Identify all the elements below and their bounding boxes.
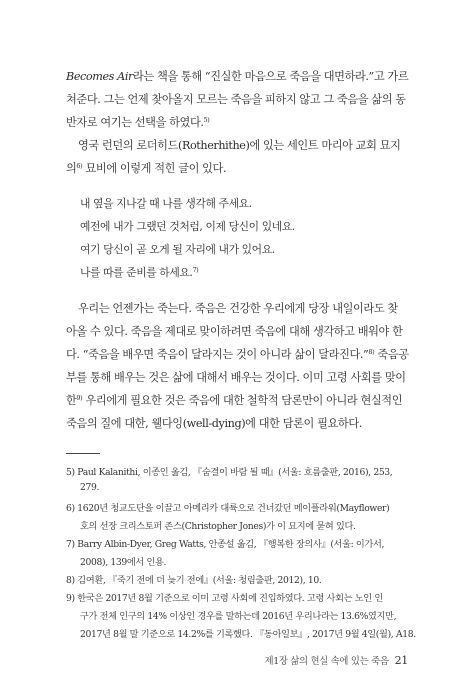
footnote-9-cont: 구가 전체 인구의 14% 이상인 경우를 말하는데 2016년 우리나라는 13.6%였지만, [80, 611, 397, 622]
footnote-5: 5) Paul Kalanithi, 이종인 옮김, 『숨결이 바람 될 때』(서울: 흐름출판, 2016), 253, [66, 467, 393, 478]
body-text: 죽음공 [374, 348, 409, 361]
footnote-9: 9) 한국은 2017년 8월 기준으로 이미 고령 사회에 진입하였다. 고령 사회는 노인 인 [66, 593, 383, 604]
footnote-9-cont: 2017년 8월 말 기준으로 14.2%를 기록했다. 『동아일보』, 2017년 9월 4일(월), A18. [80, 629, 416, 640]
body-line [66, 346, 414, 362]
body-line: 영국 런던의 로더히드(Rotherhithe)에 있는 세인트 마리아 교회 묘지 [78, 139, 401, 152]
body-line: 죽음의 질에 대한, 웰다잉(well-dying)에 대한 담론이 필요하다. [66, 417, 362, 430]
body-text: 의 [66, 162, 77, 175]
body-line: 부를 통해 배우는 것은 삶에 대해서 배우는 것이다. 이미 고령 사회를 맞이 [66, 371, 406, 384]
epitaph-text: 나를 따를 준비를 하세요. [80, 266, 193, 279]
body-line [66, 68, 414, 84]
body-text: 한 [66, 394, 77, 407]
body-line [66, 392, 414, 408]
footnote-ref: 9) [76, 394, 83, 402]
epitaph-line [80, 265, 198, 280]
footnote-divider [66, 453, 100, 454]
footnote-ref: 8) [368, 348, 375, 356]
epitaph-line: 내 옆을 지나갈 때 나를 생각해 주세요. [80, 197, 252, 210]
footnote-6-cont: 호의 선장 크리스토퍼 존스(Christopher Jones)가 이 묘지에 묻혀 있다. [80, 521, 356, 532]
footnote-5-cont: 279. [80, 482, 100, 493]
epitaph-line: 여기 당신이 곧 오게 될 자리에 내가 있어요. [80, 243, 275, 256]
running-footer [264, 653, 408, 667]
body-line: 쳐준다. 그는 언제 찾아올지 모르는 죽음을 피하지 않고 그 죽음을 삶의 동 [66, 93, 406, 106]
footnote-6: 6) 1620년 청교도단을 이끌고 아메리카 대륙으로 건너갔던 메이플라워(Mayflower) [66, 503, 390, 514]
body-text: 반자로 여기는 선택을 하였다. [66, 116, 204, 129]
footnote-ref: 6) [76, 162, 83, 170]
epitaph-line: 예전에 내가 그랬던 것처럼, 이제 당신이 있네요. [80, 220, 295, 233]
body-text: 묘비에 이렇게 적힌 글이 있다. [82, 162, 227, 175]
book-title-italic: Becomes Air [66, 70, 133, 83]
footnote-ref: 7) [192, 266, 199, 274]
body-line: 우리는 언젠가는 죽는다. 죽음은 건강한 우리에게 당장 내일이라도 찾 [78, 302, 398, 315]
body-text: 다. “죽음을 배우면 죽음이 달라지는 것이 아니라 삶이 달라진다.” [66, 348, 369, 361]
body-text: 라는 책을 통해 “진실한 마음으로 죽음을 대면하라.”고 가르 [132, 70, 409, 83]
body-line [66, 160, 414, 176]
footnote-ref: 5) [203, 116, 210, 124]
footnote-7: 7) Barry Albin-Dyer, Greg Watts, 안종설 옮김, 『행복한 장의사』(서울: 이가서, [66, 539, 385, 550]
footnote-7-cont: 2008), 139에서 인용. [80, 557, 167, 568]
body-text: 우리에게 필요한 것은 죽음에 대한 철학적 담론만이 아니라 현실적인 [82, 394, 403, 407]
page-number: 21 [394, 654, 408, 667]
chapter-title: 제1장 삶의 현실 속에 있는 죽음 [264, 656, 389, 667]
body-line: 아올 수 있다. 죽음을 제대로 맞이하려면 죽음에 대해 생각하고 배워야 한 [66, 325, 403, 338]
body-line [66, 114, 414, 130]
footnote-8: 8) 김여환, 『죽기 전에 더 늦기 전에』(서울: 청림출판, 2012), 10. [66, 575, 322, 586]
